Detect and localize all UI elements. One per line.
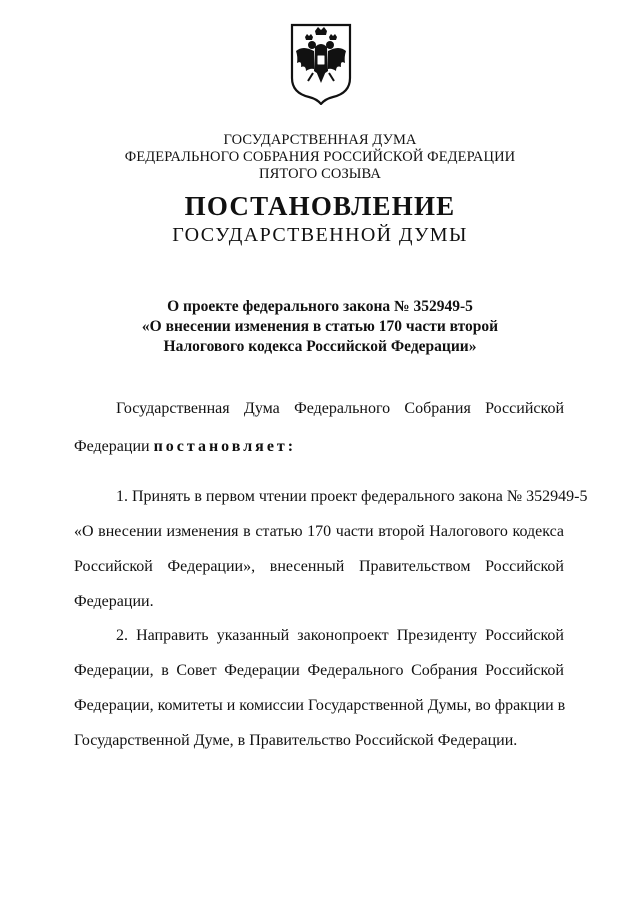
preamble-line2 — [74, 437, 564, 457]
point1-line2: «О внесении изменения в статью 170 части второй Налогового кодекса — [74, 523, 564, 540]
point1-line1: 1. Принять в первом чтении проект федерального закона № 352949-5 — [116, 488, 588, 505]
subject-line3: Налогового кодекса Российской Федерации» — [163, 338, 477, 355]
org-name-line2: ФЕДЕРАЛЬНОГО СОБРАНИЯ РОССИЙСКОЙ ФЕДЕРАЦИИ — [124, 149, 516, 165]
org-name-line1: ГОСУДАРСТВЕННАЯ ДУМА — [223, 132, 417, 148]
subject-line2: «О внесении изменения в статью 170 части второй — [141, 318, 499, 335]
point1-line3: Российской Федерации», внесенный Правительством Российской — [74, 558, 564, 575]
document-title: ПОСТАНОВЛЕНИЕ — [184, 191, 456, 221]
point2-line2: Федерации, в Совет Федерации Федерального Собрания Российской — [74, 662, 564, 679]
point2-line4: Государственной Думе, в Правительство Российской Федерации. — [74, 732, 518, 749]
point2-line3: Федерации, комитеты и комиссии Государственной Думы, во фракции в — [74, 697, 566, 714]
preamble-line1: Государственная Дума Федерального Собрания Российской — [116, 400, 564, 417]
convocation-line: ПЯТОГО СОЗЫВА — [259, 166, 381, 182]
coat-of-arms-icon — [289, 23, 353, 105]
point1-line4: Федерации. — [74, 593, 154, 610]
document-subtitle: ГОСУДАРСТВЕННОЙ ДУМЫ — [172, 224, 468, 246]
point2-line1: 2. Направить указанный законопроект Президенту Российской — [116, 627, 564, 644]
resolves-word: постановляет: — [153, 438, 297, 455]
preamble-prefix: Федерации — [74, 438, 154, 455]
subject-line1: О проекте федерального закона № 352949-5 — [167, 298, 473, 315]
